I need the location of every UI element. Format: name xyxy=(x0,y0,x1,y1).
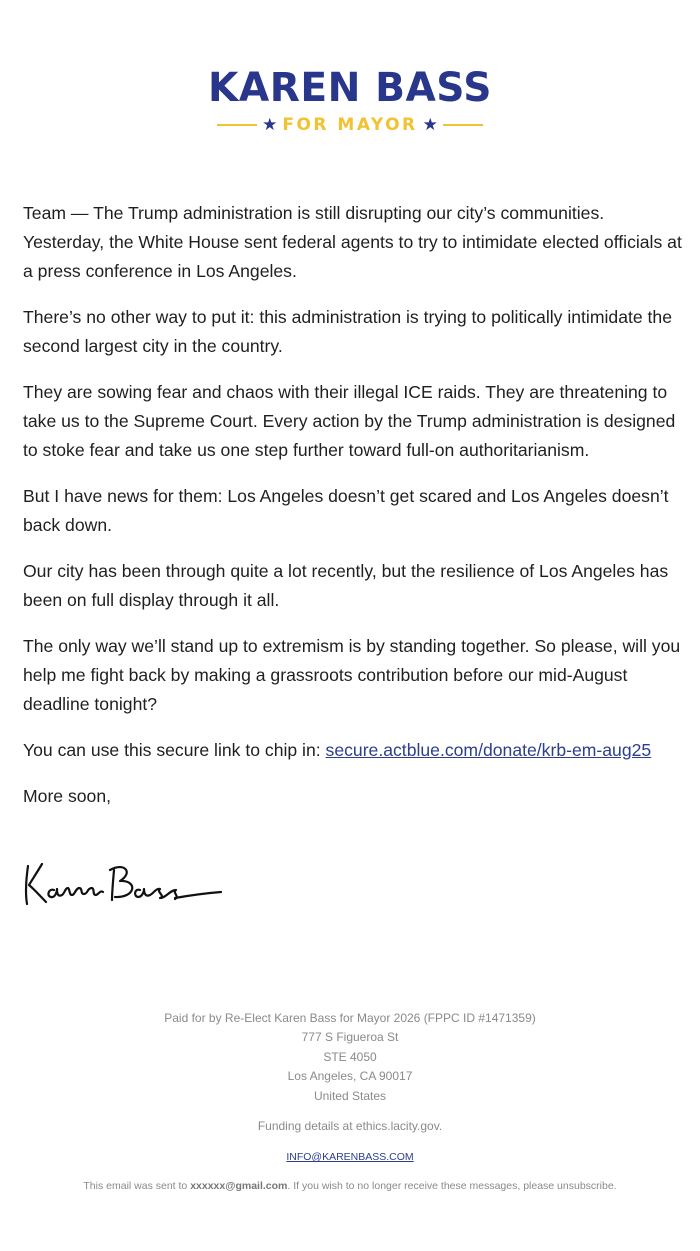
sent-suffix[interactable]: . If you wish to no longer receive these messages, please unsubscribe. xyxy=(287,1179,617,1192)
logo-left-rule xyxy=(217,124,257,126)
signature-image xyxy=(20,852,230,912)
paragraph-4: But I have news for them: Los Angeles doesn’t get scared and Los Angeles doesn’t back down. xyxy=(23,485,669,535)
footer-spacer xyxy=(0,1168,700,1177)
address-line: 777 S Figueroa St xyxy=(301,1030,399,1045)
logo-tagline: FOR MAYOR xyxy=(282,115,418,135)
logo-subline xyxy=(0,113,700,137)
paid-for-disclaimer: Paid for by Re-Elect Karen Bass for Mayor 2026 (FPPC ID #1471359) xyxy=(164,1011,536,1025)
paragraph-6: The only way we’ll stand up to extremism is by standing together. So please, will you help me fight back by making a grassroots contribution before our mid-August deadline tonight? xyxy=(23,636,681,714)
donate-paragraph xyxy=(23,736,683,765)
donate-lead: You can use this secure link to chip in: xyxy=(23,739,326,760)
star-icon: ★ xyxy=(262,115,278,134)
address-line: United States xyxy=(313,1088,387,1103)
unsubscribe-notice xyxy=(0,1177,700,1196)
footer-spacer xyxy=(0,1106,700,1117)
paragraph-3: They are sowing fear and chaos with their illegal ICE raids. They are threatening to take us to the Supreme Court. Every action by the Trump administration is designed to stoke fear and take us one step further toward full-on authoritarianism. xyxy=(23,381,676,460)
sent-prefix: This email was sent to xyxy=(83,1179,191,1192)
email-body xyxy=(23,199,683,829)
donate-link[interactable]: secure.actblue.com/donate/krb-em-aug25 xyxy=(325,739,652,760)
closing-text: More soon, xyxy=(23,786,112,807)
email-footer xyxy=(0,1009,700,1196)
star-icon: ★ xyxy=(422,115,438,134)
campaign-logo xyxy=(0,64,700,137)
address-line: STE 4050 xyxy=(323,1049,377,1064)
paragraph-5: Our city has been through quite a lot recently, but the resilience of Los Angeles has been on full display through it all. xyxy=(23,560,669,610)
recipient-email: xxxxxx@gmail.com xyxy=(190,1179,288,1192)
address-line: Los Angeles, CA 90017 xyxy=(287,1069,413,1084)
paragraph-2: There’s no other way to put it: this administration is trying to politically intimidate the second largest city in the country. xyxy=(23,306,672,356)
logo-name: KAREN BASS xyxy=(208,65,492,111)
contact-email-link[interactable]: INFO@KARENBASS.COM xyxy=(286,1151,414,1164)
funding-details: Funding details at ethics.lacity.gov. xyxy=(257,1119,443,1134)
paragraph-1: Team — The Trump administration is still disrupting our city’s communities. Yesterday, the White House sent federal agents to try to intimidate elected officials at a press conference in Los Angeles. xyxy=(23,203,682,281)
footer-spacer xyxy=(0,1136,700,1147)
logo-right-rule xyxy=(443,124,483,126)
